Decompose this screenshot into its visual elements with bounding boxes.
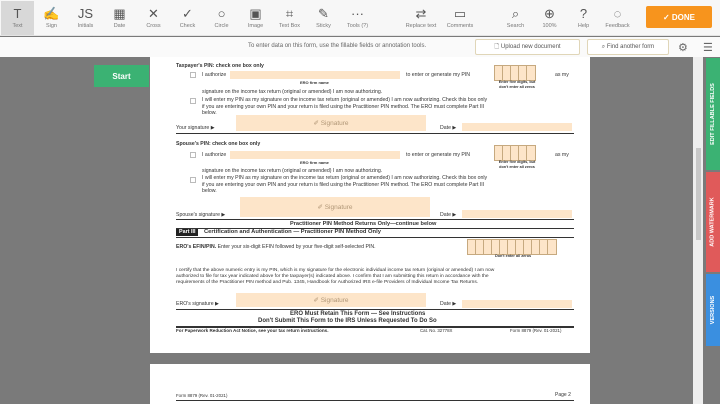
- document-icon: 🗋: [494, 44, 501, 50]
- paperwork-notice: For Paperwork Reduction Act Notice, see your tax return instructions.: [176, 328, 329, 333]
- spouse-will-enter-checkbox[interactable]: [190, 177, 196, 183]
- spouse-authorize-checkbox[interactable]: [190, 152, 196, 158]
- taxpayer-date-field[interactable]: [462, 123, 572, 131]
- page-2-number: Page 2: [555, 392, 571, 398]
- certification-text: I certify that the above numeric entry is my PIN, which is my signature for the electronic individual income tax return (original or amended) I am now authorized to file for tax year indicated above for the taxpayer(s) indicated above. I confirm that I am submitting this return in accordance with the requirements of the Practitioner PIN method and Pub. 1345, Handbook for Authorized IRS e-file Providers of Individual Income Tax Returns.: [176, 268, 495, 286]
- tool-sign[interactable]: ✍ Sign: [43, 6, 60, 29]
- label: Enter five digits, but don't enter all zeros: [498, 160, 536, 169]
- label: I authorize: [202, 152, 227, 158]
- label: to enter or generate my PIN: [406, 152, 471, 158]
- label: I will enter my PIN as my signature on the income tax return (original or amended) I am now authorizing. Check this box only if you are entering your own PIN and your return is filed using the Practitioner PIN method. The ERO must complete Part III below.: [202, 97, 488, 116]
- submit-notice: Don't Submit This Form to the IRS Unless Requested To Do So: [258, 318, 437, 324]
- zoom-icon: ⊕: [544, 6, 555, 21]
- tool-text-box[interactable]: ⌗ Text Box: [278, 6, 301, 29]
- tool-image[interactable]: ▣ Image: [247, 6, 264, 29]
- versions-tab[interactable]: VERSIONS: [706, 274, 720, 346]
- label: ERO firm name: [300, 80, 329, 85]
- spouse-signature-field[interactable]: ✐ Signature: [240, 197, 430, 217]
- text-box-icon: ⌗: [285, 6, 294, 21]
- practitioner-banner: Practitioner PIN Method Returns Only—continue below: [290, 221, 437, 227]
- ero-efin-pin-field[interactable]: [467, 239, 557, 255]
- gear-icon[interactable]: ⚙: [678, 42, 688, 54]
- image-icon: ▣: [249, 6, 262, 21]
- label: ERO firm name: [300, 160, 329, 165]
- upload-new-document-button[interactable]: 🗋 Upload new document: [475, 39, 580, 55]
- label: Your signature ▶: [176, 125, 215, 131]
- text-icon: T: [13, 6, 22, 21]
- search-icon: ⌕: [511, 6, 520, 21]
- tool-zoom[interactable]: ⊕ 100%: [542, 6, 557, 29]
- part-3-title: Certification and Authentication — Practitioner PIN Method Only: [204, 229, 381, 235]
- date-icon: ▦: [113, 6, 126, 21]
- add-watermark-tab[interactable]: ADD WATERMARK: [706, 172, 720, 272]
- sign-icon: ✍: [43, 6, 60, 21]
- tool-circle[interactable]: ○ Circle: [214, 6, 229, 29]
- page-2-form-number: Form 8879 (Rev. 01-2021): [176, 393, 228, 398]
- cross-icon: ✕: [148, 6, 159, 21]
- edit-fillable-fields-tab[interactable]: EDIT FILLABLE FIELDS: [706, 58, 720, 170]
- more-icon: ···: [351, 6, 364, 21]
- tool-check[interactable]: ✓ Check: [179, 6, 196, 29]
- tool-replace-text[interactable]: ⇄ Replace text: [405, 6, 437, 29]
- label: Date ▶: [440, 125, 457, 131]
- form-number: Form 8879 (Rev. 01-2021): [510, 328, 562, 333]
- label: as my: [555, 152, 569, 158]
- check-icon: ✓: [182, 6, 193, 21]
- label: ERO's signature ▶: [176, 301, 220, 307]
- label: Date ▶: [440, 301, 457, 307]
- tool-sticky[interactable]: ✎ Sticky: [316, 6, 331, 29]
- label: Enter five digits, but don't enter all zeros: [498, 80, 536, 89]
- tool-cross[interactable]: ✕ Cross: [146, 6, 161, 29]
- spouse-pin-title: Spouse's PIN: check one box only: [176, 141, 261, 147]
- done-button[interactable]: ✓ DONE: [646, 6, 712, 28]
- tool-date[interactable]: ▦ Date: [113, 6, 126, 29]
- sticky-icon: ✎: [318, 6, 329, 21]
- initials-icon: JS: [77, 6, 94, 21]
- scrollbar-thumb[interactable]: [696, 148, 701, 240]
- comments-icon: ▭: [453, 6, 467, 21]
- start-button[interactable]: Start: [94, 65, 149, 87]
- tool-search[interactable]: ⌕ Search: [506, 6, 525, 29]
- spouse-ero-firm-name-field[interactable]: [230, 151, 400, 159]
- cat-number: Cat. No. 32778X: [420, 328, 453, 333]
- tool-feedback[interactable]: ◌ Feedback: [605, 6, 630, 29]
- taxpayer-signature-field[interactable]: ✐ Signature: [236, 115, 426, 131]
- label: Don't enter all zeros: [495, 254, 532, 258]
- form-page-1: [150, 57, 590, 353]
- retain-notice: ERO Must Retain This Form — See Instructions: [290, 311, 426, 317]
- label: to enter or generate my PIN: [406, 72, 471, 78]
- help-icon: ?: [579, 6, 588, 21]
- tool-comments[interactable]: ▭ Comments: [446, 6, 474, 29]
- spouse-date-field[interactable]: [462, 210, 572, 218]
- ero-date-field[interactable]: [462, 300, 572, 308]
- taxpayer-pin-field[interactable]: [494, 65, 536, 81]
- taxpayer-authorize-checkbox[interactable]: [190, 72, 196, 78]
- circle-icon: ○: [217, 6, 226, 21]
- taxpayer-ero-firm-name-field[interactable]: [230, 71, 400, 79]
- replace-text-icon: ⇄: [415, 6, 427, 21]
- taxpayer-will-enter-checkbox[interactable]: [190, 98, 196, 104]
- tool-help[interactable]: ? Help: [577, 6, 590, 29]
- label: Spouse's signature ▶: [176, 212, 226, 218]
- find-another-form-button[interactable]: ⌕ Find another form: [587, 39, 669, 55]
- label: ERO's EFIN/PIN. Enter your six-digit EFIN followed by your five-digit self-selected PIN.: [176, 244, 376, 250]
- tool-more[interactable]: ··· Tools (?): [346, 6, 369, 29]
- hint-text: To enter data on this form, use the fillable fields or annotation tools.: [248, 43, 427, 49]
- search-icon: ⌕: [601, 43, 607, 50]
- feedback-icon: ◌: [613, 6, 622, 21]
- ero-signature-field[interactable]: ✐ Signature: [236, 293, 426, 307]
- label: I will enter my PIN as my signature on the income tax return (original or amended) I am now authorizing. Check this box only if you are entering your own PIN and your return is filed using the Practitioner PIN method. The ERO must complete Part III below.: [202, 175, 488, 194]
- tool-initials[interactable]: JS Initials: [77, 6, 94, 29]
- list-icon[interactable]: ☰: [703, 42, 713, 54]
- label: signature on the income tax return (original or amended) I am now authorizing.: [202, 89, 383, 95]
- label: Date ▶: [440, 212, 457, 218]
- taxpayer-pin-title: Taxpayer's PIN: check one box only: [176, 63, 264, 69]
- toolbar: [0, 0, 720, 36]
- spouse-pin-field[interactable]: [494, 145, 536, 161]
- label: signature on the income tax return (original or amended) I am now authorizing.: [202, 168, 383, 174]
- tool-text[interactable]: T Text: [1, 1, 34, 35]
- part-3-label: Part III: [176, 229, 198, 236]
- label: as my: [555, 72, 569, 78]
- form-page-2: [150, 364, 590, 404]
- label: I authorize: [202, 72, 227, 78]
